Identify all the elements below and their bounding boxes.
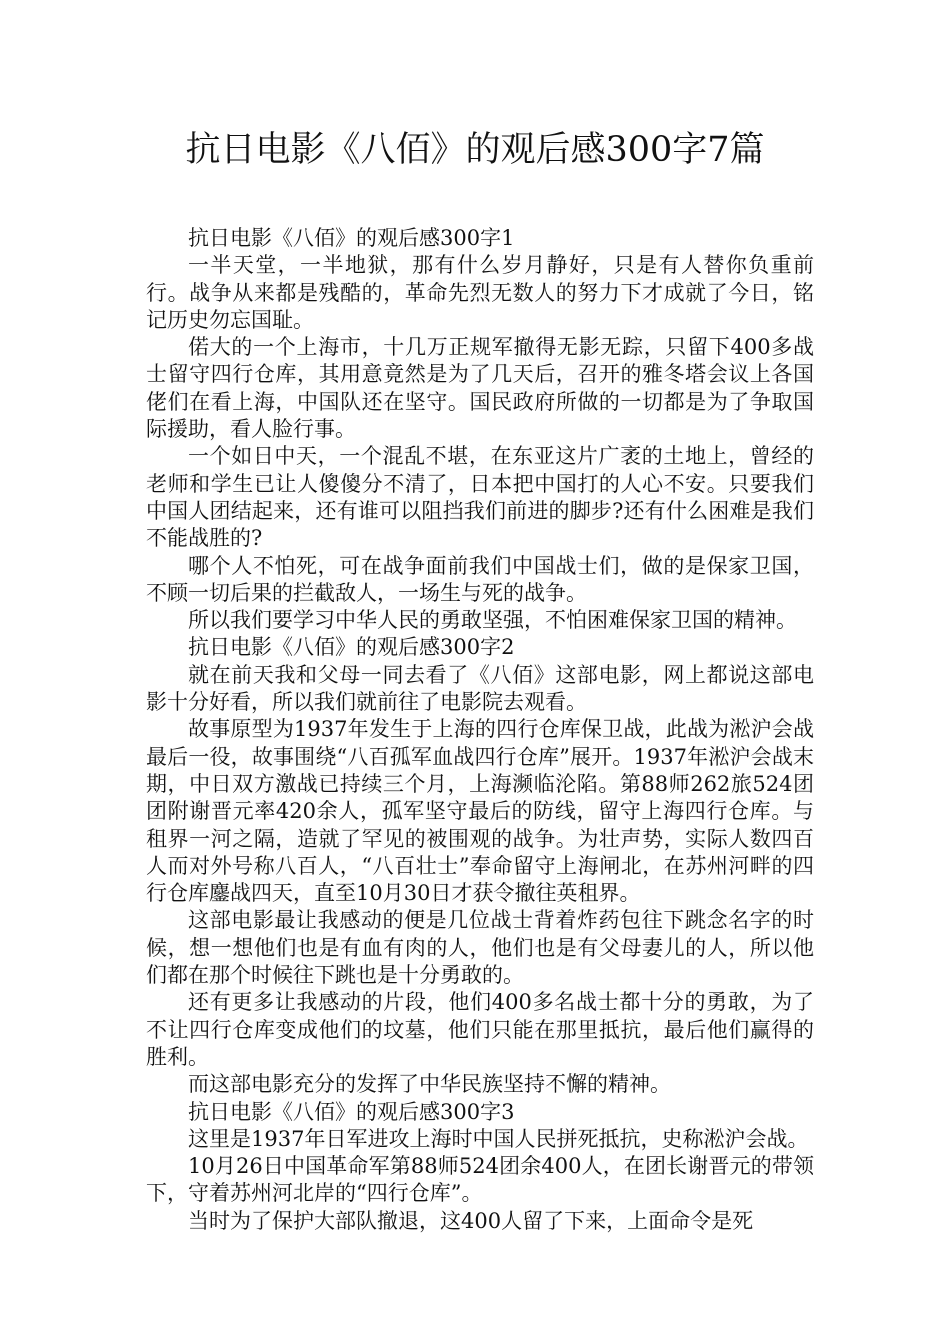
document-title: 抗日电影《八佰》的观后感300字7篇: [185, 130, 765, 170]
paragraph: 故事原型为1937年发生于上海的四行仓库保卫战，此战为淞沪会战最后一役，故事围绕“八百孤军血战四行仓库”展开。1937年淞沪会战末期，中日双方激战已持续三个月，上海濒临沦陷。第88师262旅524团团附谢晋元率420余人，孤军坚守最后的防线，留守上海四行仓库。与租界一河之隔，造就了罕见的被围观的战争。为壮声势，实际人数四百人而对外号称八百人，“八百壮士”奉命留守上海闸北，在苏州河畔的四行仓库鏖战四天，直至10月30日才获令撤往英租界。: [146, 717, 814, 906]
paragraph: 哪个人不怕死，可在战争面前我们中国战士们，做的是保家卫国，不顾一切后果的拦截敌人，一场生与死的战争。: [146, 553, 814, 605]
section-heading-1: 抗日电影《八佰》的观后感300字1: [188, 226, 515, 250]
paragraph: 偌大的一个上海市，十几万正规军撤得无影无踪，只留下400多战士留守四行仓库，其用意竟然是为了几天后，召开的雅冬塔会议上各国佬们在看上海，中国队还在坚守。国民政府所做的一切都是为了争取国际援助，看人脸行事。: [146, 335, 814, 442]
section-heading-2: 抗日电影《八佰》的观后感300字2: [188, 635, 515, 660]
paragraph: 所以我们要学习中华人民的勇敢坚强，不怕困难保家卫国的精神。: [188, 608, 797, 633]
paragraph: 还有更多让我感动的片段，他们400多名战士都十分的勇敢，为了不让四行仓库变成他们的坟墓，他们只能在那里抵抗，最后他们赢得的胜利。: [146, 990, 814, 1069]
paragraph: 一半天堂，一半地狱，那有什么岁月静好，只是有人替你负重前行。战争从来都是残酷的，革命先烈无数人的努力下才成就了今日，铭记历史勿忘国耻。: [146, 253, 814, 332]
paragraph: 一个如日中天，一个混乱不堪，在东亚这片广袤的土地上，曾经的老师和学生已让人傻傻分不清了，日本把中国打的人心不安。只要我们中国人团结起来，还有谁可以阻挡我们前进的脚步?还有什么困难是我们不能战胜的?: [146, 444, 814, 551]
document-body: [146, 225, 814, 1235]
paragraph: 当时为了保护大部队撤退，这400人留了下来，上面命令是死: [188, 1208, 754, 1233]
paragraph: 10月26日中国革命军第88师524团余400人，在团长谢晋元的带领下，守着苏州河北岸的“四行仓库”。: [146, 1154, 814, 1206]
paragraph: 这里是1937年日军进攻上海时中国人民拼死抵抗，史称淞沪会战。: [188, 1126, 809, 1151]
paragraph: 就在前天我和父母一同去看了《八佰》这部电影，网上都说这部电影十分好看，所以我们就前往了电影院去观看。: [146, 662, 814, 715]
paragraph: 而这部电影充分的发挥了中华民族坚持不懈的精神。: [188, 1072, 671, 1097]
section-heading-3: 抗日电影《八佰》的观后感300字3: [188, 1099, 515, 1124]
paragraph: 这部电影最让我感动的便是几位战士背着炸药包往下跳念名字的时候，想一想他们也是有血有肉的人，他们也是有父母妻儿的人，所以他们都在那个时候往下跳也是十分勇敢的。: [146, 908, 814, 988]
